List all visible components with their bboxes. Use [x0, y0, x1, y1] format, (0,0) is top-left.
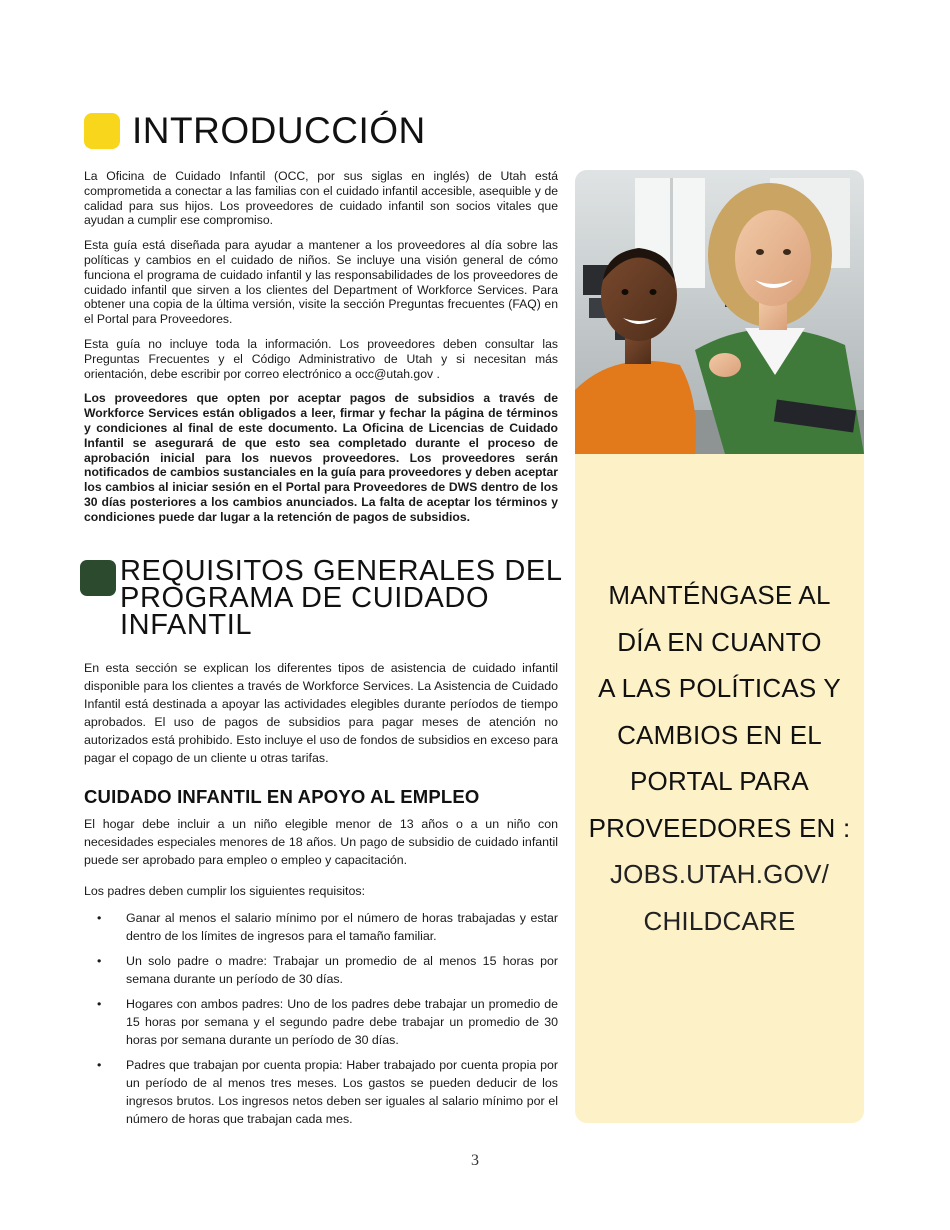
callout-line: MANTÉNGASE AL [608, 580, 831, 610]
intro-paragraph: La Oficina de Cuidado Infantil (OCC, por sus siglas en inglés) de Utah está comprometida a conectar a las familias con el cuidado infantil accesible, asequible y de calidad para sus hijos. Los proveedores de cuidado infantil son socios vitales que ayudan a cumplir ese compromiso. [84, 169, 558, 228]
requirements-paragraph: En esta sección se explican los diferentes tipos de asistencia de cuidado infantil disponible para los clientes a través de Workforce Services. La Asistencia de Cuidado Infantil está destinada a apoyar las actividades elegibles durante períodos de tiempo aprobados. El uso de pagos de subsidios para pagar meses de atención no autorizados está prohibido. Esto incluye el uso de fondos de subsidios en exceso para pagar el copago de un cliente u otras tarifas. [84, 661, 558, 766]
bullet-icon: • [97, 910, 102, 925]
employment-paragraph: El hogar debe incluir a un niño elegible menor de 13 años o a un niño con necesidades especiales menores de 18 años. Un pago de subsidio de cuidado infantil puede ser aprobado para empleo o empleo y capacitación. [84, 816, 558, 867]
callout-line: A LAS POLÍTICAS Y [598, 673, 841, 703]
terms-notice-paragraph: Los proveedores que opten por aceptar pagos de subsidios a través de Workforce Services están obligados a leer, firmar y fechar la página de términos y condiciones al final de este documento. La Oficina de Licencias de Cuidado Infantil se asegurará de que esto sea completado durante el proceso de aprobación inicial para los nuevos proveedores. Los proveedores serán notificados de cambios sustanciales en la guía para proveedores y deben aceptar los cambios al iniciar sesión en el Portal para Proveedores de DWS dentro de los 30 días posteriores a los cambios anunciados. La falta de aceptar los términos y condiciones puede dar lugar a la retención de pagos de subsidios. [84, 391, 558, 524]
page-number: 3 [471, 1152, 479, 1169]
intro-paragraph: Esta guía está diseñada para ayudar a mantener a los proveedores al día sobre las políticas y cambios en el cuidado de niños. Se incluye una visión general de cómo funciona el programa de cuidado infantil y las responsabilidades de los proveedores de cuidado infantil que sirven a los clientes del Department of Workforce Services. Para obtener una copia de la última versión, visite la sección Preguntas frecuentes (FAQ) en el Portal para Proveedores. [84, 238, 558, 327]
callout-colon: : [842, 812, 851, 843]
employment-subheading: CUIDADO INFANTIL EN APOYO AL EMPLEO [84, 785, 480, 807]
requirements-body [84, 659, 558, 1135]
list-item [84, 909, 558, 945]
requirements-list [84, 909, 558, 1128]
portal-callout [575, 572, 864, 944]
callout-line: PROVEEDORES EN [588, 812, 836, 843]
list-item-text: Ganar al menos el salario mínimo por el número de horas trabajadas y estar dentro de los límites de ingresos para el tamaño familiar. [126, 910, 558, 943]
portal-url-line[interactable]: CHILDCARE [643, 905, 796, 936]
list-item-text: Padres que trabajan por cuenta propia: Haber trabajado por cuenta propia por un período de al menos tres meses. Los gastos se pueden deducir de los ingresos brutos. Los ingresos netos deben ser iguales al salario mínimo por el número de horas que trabajan cada mes. [126, 1057, 558, 1126]
bullet-icon: • [97, 1057, 102, 1072]
callout-line: CAMBIOS EN EL [617, 719, 822, 750]
list-intro: Los padres deben cumplir los siguientes requisitos: [84, 883, 366, 898]
callout-line: PORTAL PARA [630, 766, 809, 796]
callout-line-with-colon [575, 805, 864, 852]
intro-paragraph: Esta guía no incluye toda la información. Los proveedores deben consultar las Preguntas Frecuentes y el Código Administrativo de Utah y si necesitan más orientación, debe escribir por correo electrónico a occ@utah.gov . [84, 336, 558, 381]
intro-body [84, 169, 558, 535]
list-item [84, 995, 558, 1049]
bullet-icon: • [97, 996, 102, 1011]
intro-heading-row [84, 112, 426, 149]
list-item-text: Hogares con ambos padres: Uno de los padres debe trabajar un promedio de 15 horas por semana y el segundo padre debe trabajar un promedio de 30 horas por semana durante un período de 30 días. [126, 996, 558, 1047]
sidebar-panel [575, 170, 864, 1123]
yellow-square-icon [84, 113, 120, 149]
intro-title: INTRODUCCIÓN [132, 110, 426, 151]
list-item [84, 952, 558, 988]
callout-line: DÍA EN CUANTO [617, 626, 822, 657]
green-square-icon [80, 560, 116, 596]
requirements-heading-row [80, 555, 565, 641]
list-item-text: Un solo padre o madre: Trabajar un promedio de al menos 15 horas por semana durante un período de 30 días. [126, 953, 558, 986]
bullet-icon: • [97, 953, 102, 968]
portal-url-line[interactable]: JOBS.UTAH.GOV/ [609, 859, 829, 889]
requirements-title: REQUISITOS GENERALES DEL PROGRAMA DE CUIDADO INFANTIL [120, 555, 562, 641]
list-item [84, 1056, 558, 1128]
teacher-child-photo [575, 170, 864, 454]
